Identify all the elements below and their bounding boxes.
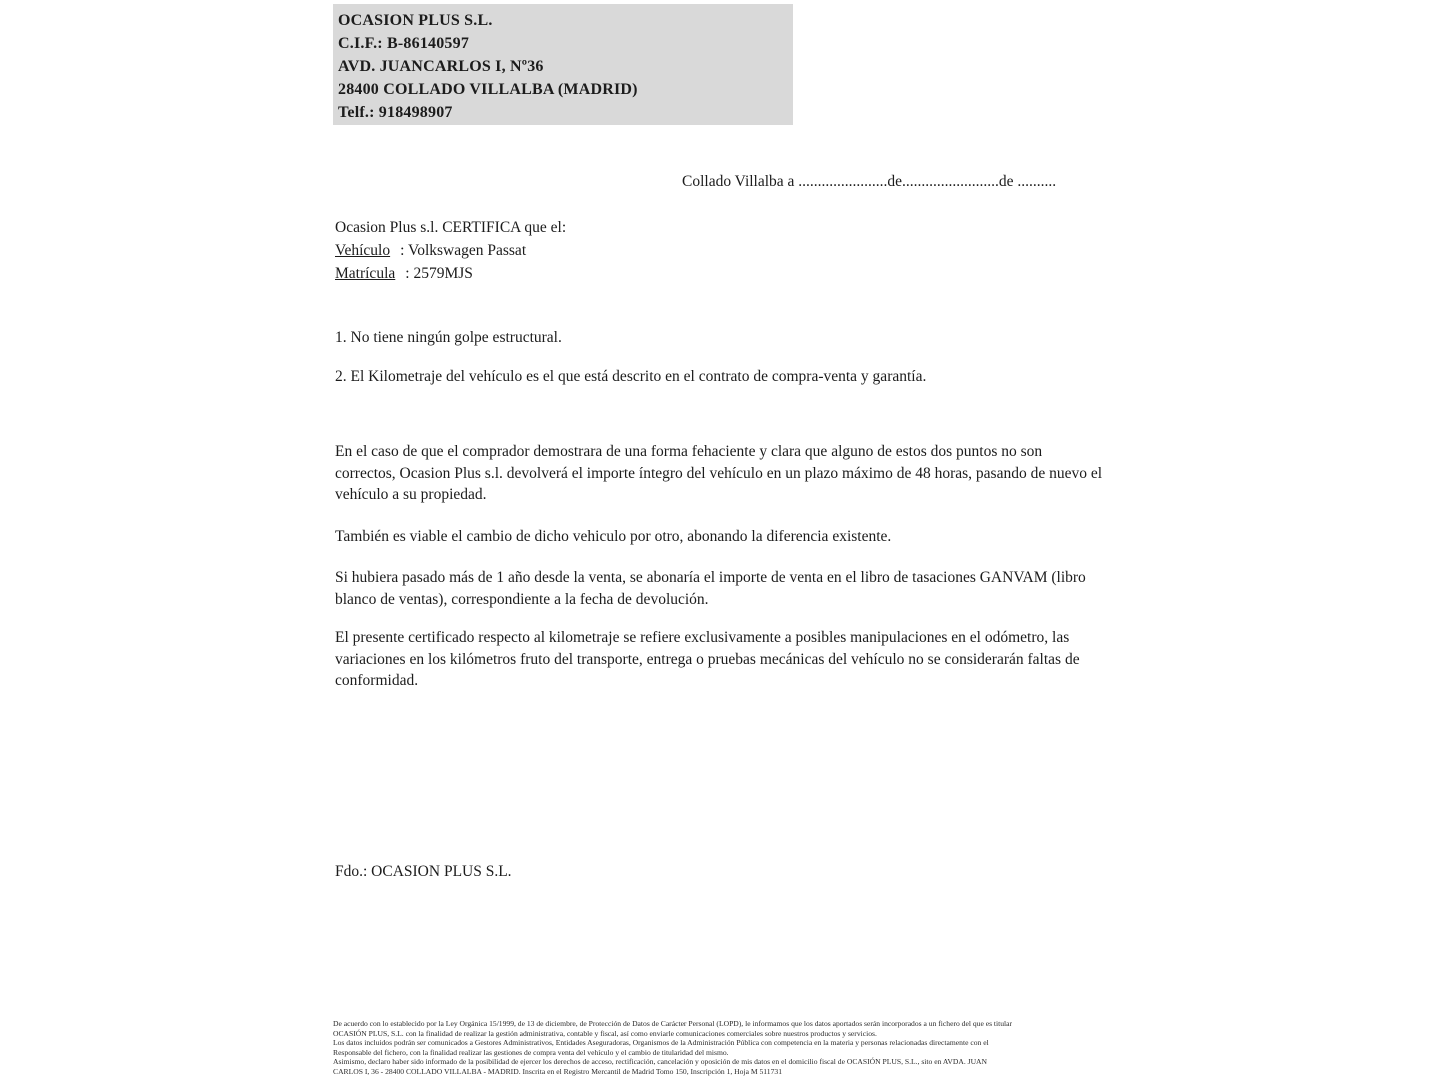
points-list bbox=[335, 327, 1115, 405]
point-1: 1. No tiene ningún golpe estructural. bbox=[335, 329, 562, 346]
plate-value: : 2579MJS bbox=[405, 265, 473, 282]
letterhead-box bbox=[333, 4, 793, 125]
vehicle-value: : Volkswagen Passat bbox=[400, 242, 527, 259]
signature-line: Fdo.: OCASION PLUS S.L. bbox=[335, 863, 512, 880]
footer-line-5: Asimismo, declaro haber sido informado de la posibilidad de ejercer los derechos de acceso, rectificación, cancelación y oposición de mis datos en el domicilio fiscal de OCASIÓN PLUS, S.L., sito en AVDA. JUAN bbox=[333, 1057, 988, 1067]
footer-line-2: OCASIÓN PLUS, S.L. con la finalidad de realizar la gestión administrativa, contable y fiscal, así como enviarle comunicaciones comerciales sobre nuestros productos y servicios. bbox=[333, 1028, 877, 1038]
certification-block bbox=[335, 216, 566, 285]
company-name: OCASION PLUS S.L. bbox=[338, 12, 493, 29]
footer-line-4: Responsable del fichero, con la finalidad realizar las gestiones de compra venta del vehículo y el cambio de titularidad del mismo. bbox=[333, 1047, 729, 1057]
body-text bbox=[335, 441, 1103, 709]
paragraph-ganvam: Si hubiera pasado más de 1 año desde la venta, se abonaría el importe de venta en el libro de tasaciones GANVAM (libro blanco de ventas), correspondiente a la fecha de devolución. bbox=[335, 569, 1086, 608]
footer-line-3: Los datos incluidos podrán ser comunicados a Gestores Administrativos, Entidades Aseguradoras, Organismos de la Administración Pública con competencia en la materia y personas relacionadas directamente con el bbox=[333, 1038, 989, 1048]
plate-label: Matrícula bbox=[335, 265, 396, 282]
legal-footer bbox=[333, 1019, 1108, 1077]
paragraph-refund: En el caso de que el comprador demostrara de una forma fehaciente y clara que alguno de estos dos puntos no son correctos, Ocasion Plus s.l. devolverá el importe íntegro del vehículo en un plazo máximo de 48 horas, pasando de nuevo el vehículo a su propiedad. bbox=[335, 443, 1103, 503]
company-address: AVD. JUANCARLOS I, Nº36 bbox=[338, 58, 544, 75]
footer-line-1: De acuerdo con lo establecido por la Ley Orgánica 15/1999, de 13 de diciembre, de Protección de Datos de Carácter Personal (LOPD), le informamos que los datos aportados serán incorporados a un fichero del que es titular bbox=[333, 1019, 1013, 1028]
paragraph-odometer: El presente certificado respecto al kilometraje se refiere exclusivamente a posibles manipulaciones en el odómetro, las variaciones en los kilómetros fruto del transporte, entrega o pruebas mecánicas del vehículo no se considerarán faltas de conformidad. bbox=[335, 629, 1080, 689]
paragraph-exchange: También es viable el cambio de dicho vehiculo por otro, abonando la diferencia existente. bbox=[335, 527, 892, 545]
vehicle-row bbox=[335, 239, 566, 262]
footer-line-6: CARLOS I, 36 - 28400 COLLADO VILLALBA - MADRID. Inscrita en el Registro Mercantil de Madrid Tomo 150, Inscripción 1, Hoja M 511731 bbox=[333, 1066, 782, 1076]
date-place-line: Collado Villalba a .......................de.........................de .......... bbox=[682, 173, 1057, 190]
vehicle-label: Vehículo bbox=[335, 242, 391, 259]
company-cif: C.I.F.: B-86140597 bbox=[338, 35, 470, 52]
company-phone: Telf.: 918498907 bbox=[338, 104, 453, 121]
point-2: 2. El Kilometraje del vehículo es el que está descrito en el contrato de compra-venta y garantía. bbox=[335, 368, 927, 385]
certify-intro: Ocasion Plus s.l. CERTIFICA que el: bbox=[335, 219, 567, 236]
plate-row bbox=[335, 262, 566, 285]
company-city: 28400 COLLADO VILLALBA (MADRID) bbox=[338, 81, 638, 98]
